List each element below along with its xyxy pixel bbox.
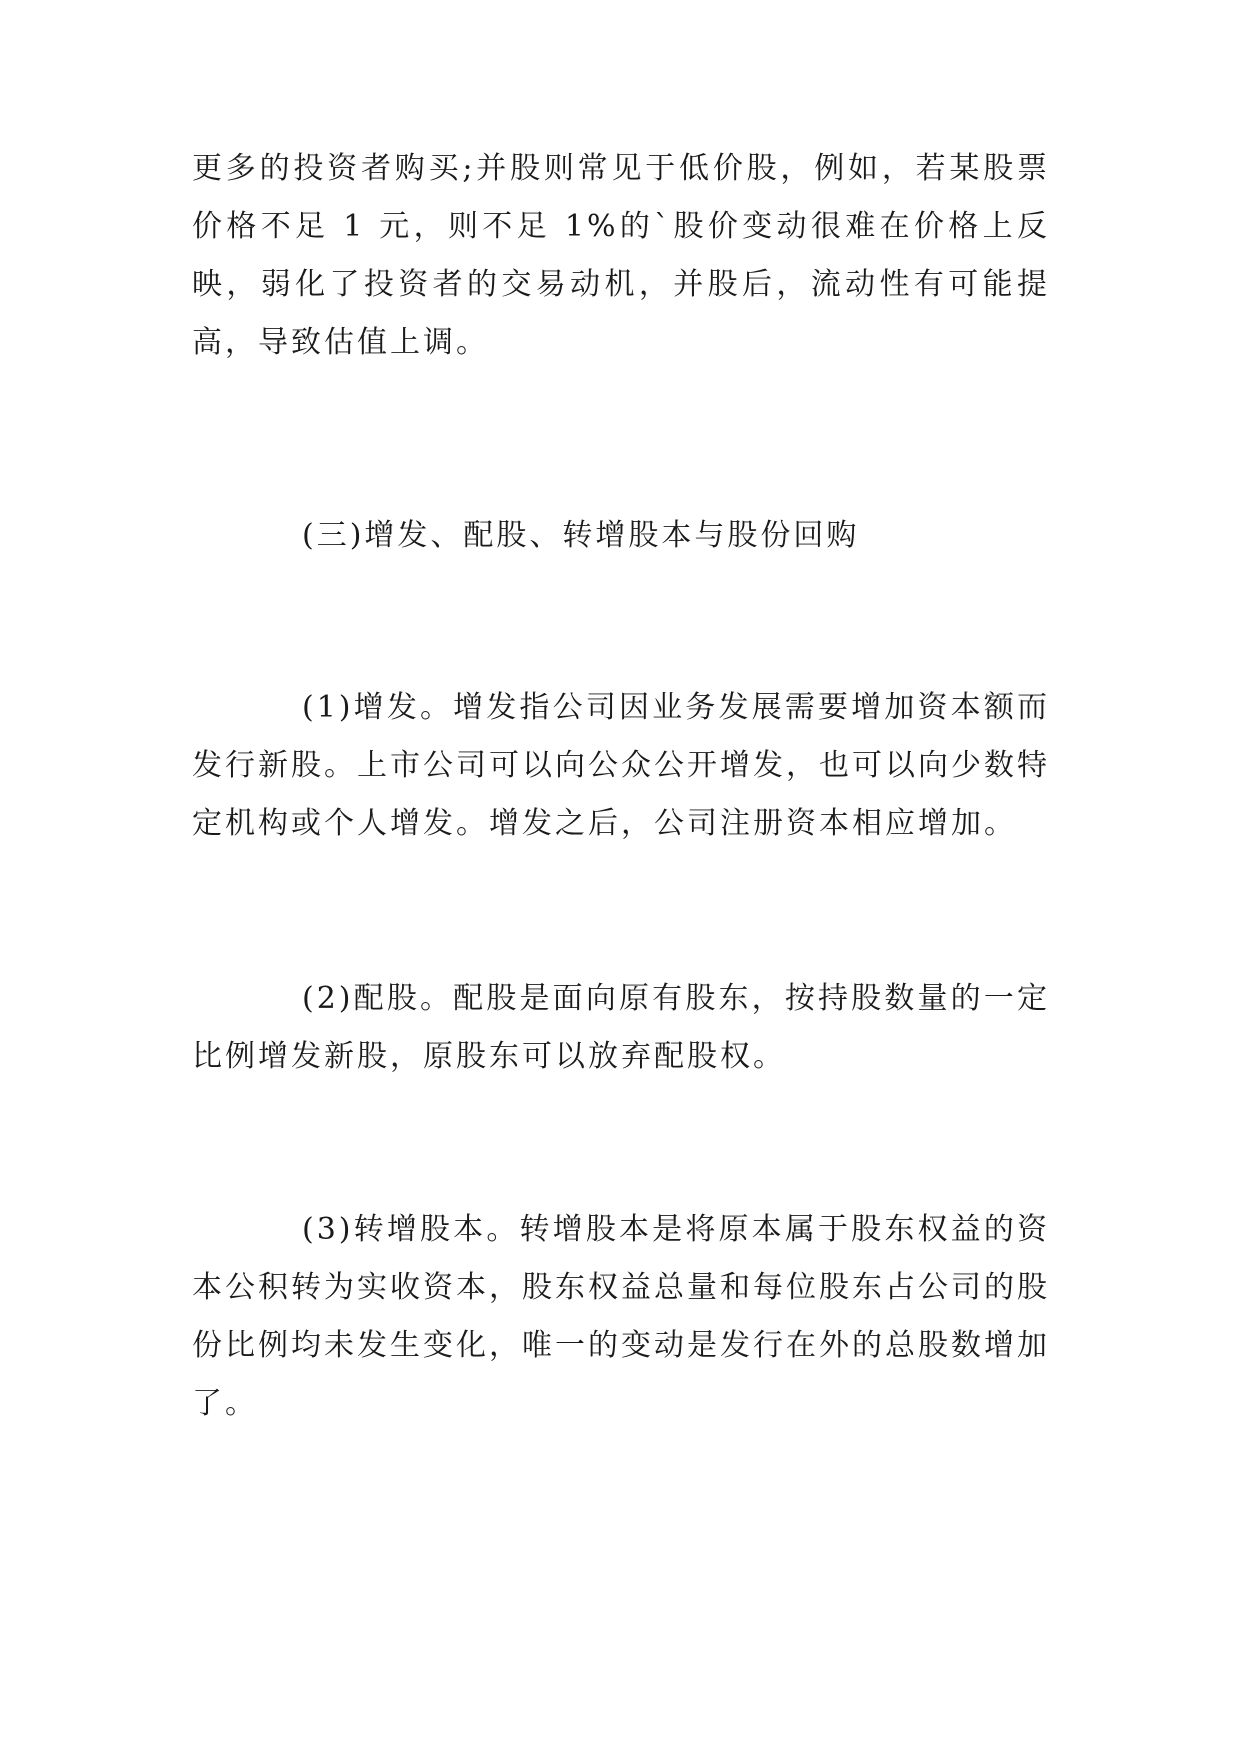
paragraph-issuance: (1)增发。增发指公司因业务发展需要增加资本额而发行新股。上市公司可以向公众公开增发，也可以向少数特定机构或个人增发。增发之后，公司注册资本相应增加。 bbox=[192, 690, 1050, 841]
paragraph-capitalization: (3)转增股本。转增股本是将原本属于股东权益的资本公积转为实收资本，股东权益总量和每位股东占公司的股份比例均未发生变化，唯一的变动是发行在外的总股数增加了。 bbox=[192, 1212, 1050, 1421]
paragraph-intro: 更多的投资者购买;并股则常见于低价股，例如，若某股票价格不足 1 元，则不足 1%的`股价变动很难在价格上反映，弱化了投资者的交易动机，并股后，流动性有可能提高，导致估值上调。 bbox=[192, 151, 1050, 360]
paragraph-rights-offering: (2)配股。配股是面向原有股东，按持股数量的一定比例增发新股，原股东可以放弃配股权。 bbox=[192, 981, 1050, 1074]
section-heading: (三)增发、配股、转增股本与股份回购 bbox=[302, 518, 860, 553]
